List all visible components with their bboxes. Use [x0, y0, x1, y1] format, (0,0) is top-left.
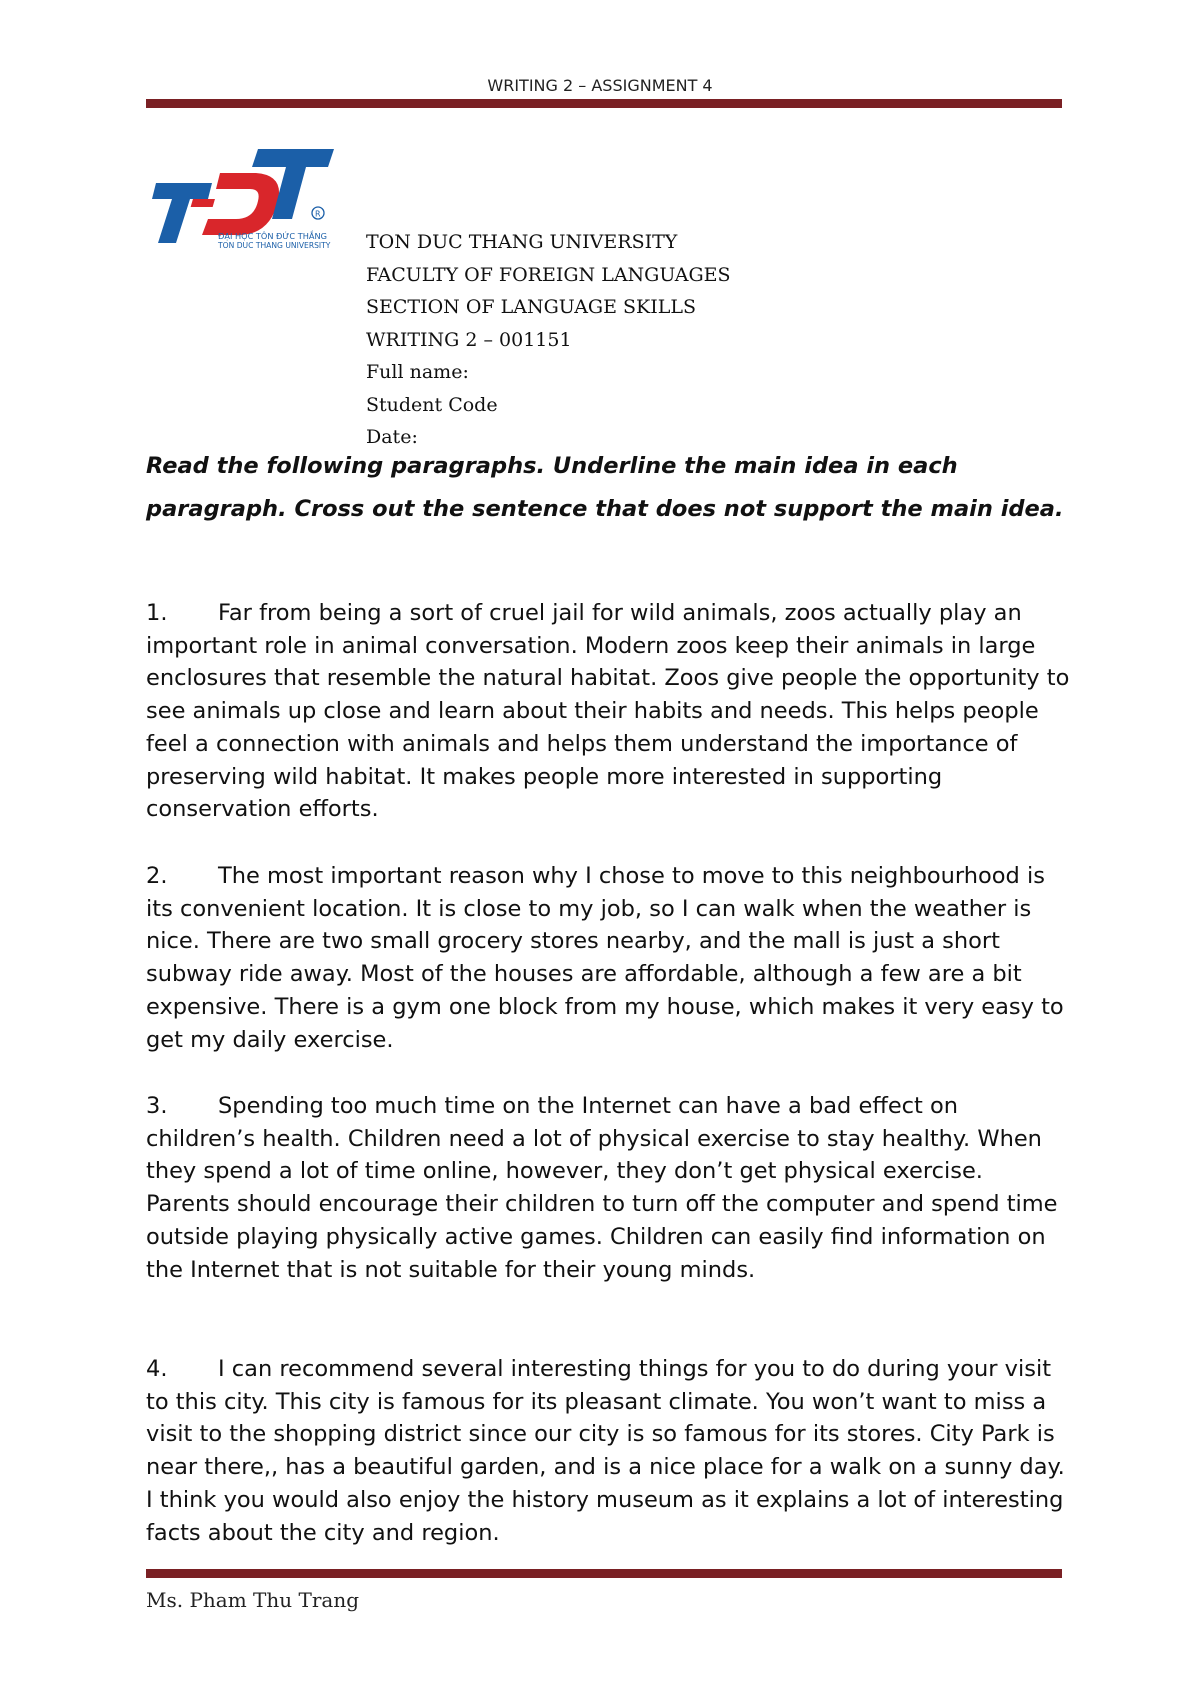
- date-label: Date:: [366, 426, 418, 448]
- header-rule: [146, 99, 1062, 108]
- university-name: TON DUC THANG UNIVERSITY: [366, 231, 678, 253]
- footer-rule: [146, 1569, 1062, 1578]
- faculty-name: FACULTY OF FOREIGN LANGUAGES: [366, 263, 731, 286]
- paragraph-text: Spending too much time on the Internet can have a bad effect on children’s health. Children need a lot of physical exercise to stay healthy. When they spend a lot of time online, however, they don’t get physical exercise. Parents should encourage their children to turn off the computer and spend time outside playing physically active games. Children can easily find information on the Internet that is not suitable for their young minds.: [146, 1093, 1058, 1283]
- tdt-logo-graphic: [146, 143, 334, 253]
- paragraph-text: Far from being a sort of cruel jail for wild animals, zoos actually play an important role in animal conversation. Modern zoos keep their animals in large enclosures that resemble the natural habitat. Zoos give people the opportunity to see animals up close and learn about their habits and needs. This helps people feel a connection with animals and helps them understand the importance of preserving wild habitat. It makes people more interested in supporting conservation efforts.: [146, 600, 1070, 823]
- paragraph-number: 4.: [146, 1356, 168, 1382]
- svg-text:ĐẠI HỌC TÔN ĐỨC THẮNG: ĐẠI HỌC TÔN ĐỨC THẮNG: [218, 231, 327, 241]
- paragraph-number: 1.: [146, 600, 168, 626]
- course-code: WRITING 2 – 001151: [366, 328, 572, 351]
- paragraph-text: I can recommend several interesting things for you to do during your visit to this city. This city is famous for its pleasant climate. You won’t want to miss a visit to the shopping district since our city is so famous for its stores. City Park is near there,, has a beautiful garden, and is a nice place for a walk on a sunny day. I think you would also enjoy the history museum as it explains a lot of interesting facts about the city and region.: [146, 1356, 1065, 1546]
- paragraph-1: [146, 597, 1070, 826]
- paragraph-number: 2.: [146, 863, 168, 889]
- university-info-block: [366, 226, 731, 454]
- instructions: Read the following paragraphs. Underline the main idea in each paragraph. Cross out the sentence that does not support the main idea.: [146, 453, 1064, 522]
- full-name-label: Full name:: [366, 361, 469, 383]
- svg-text:TON DUC THANG UNIVERSITY: TON DUC THANG UNIVERSITY: [218, 241, 331, 250]
- paragraph-text: The most important reason why I chose to move to this neighbourhood is its convenient location. It is close to my job, so I can walk when the weather is nice. There are two small grocery stores nearby, and the mall is just a short subway ride away. Most of the houses are affordable, although a few are a bit expensive. There is a gym one block from my house, which makes it very easy to get my daily exercise.: [146, 863, 1064, 1053]
- student-code-label: Student Code: [366, 393, 498, 416]
- footer-teacher-name: Ms. Pham Thu Trang: [146, 1588, 360, 1612]
- page-header-title: WRITING 2 – ASSIGNMENT 4: [487, 76, 713, 95]
- paragraph-3: [146, 1090, 1070, 1286]
- svg-text:R: R: [315, 209, 321, 219]
- university-logo: [146, 143, 334, 253]
- paragraph-2: [146, 860, 1070, 1056]
- section-name: SECTION OF LANGUAGE SKILLS: [366, 296, 696, 318]
- paragraph-number: 3.: [146, 1093, 168, 1119]
- paragraph-4: [146, 1353, 1070, 1549]
